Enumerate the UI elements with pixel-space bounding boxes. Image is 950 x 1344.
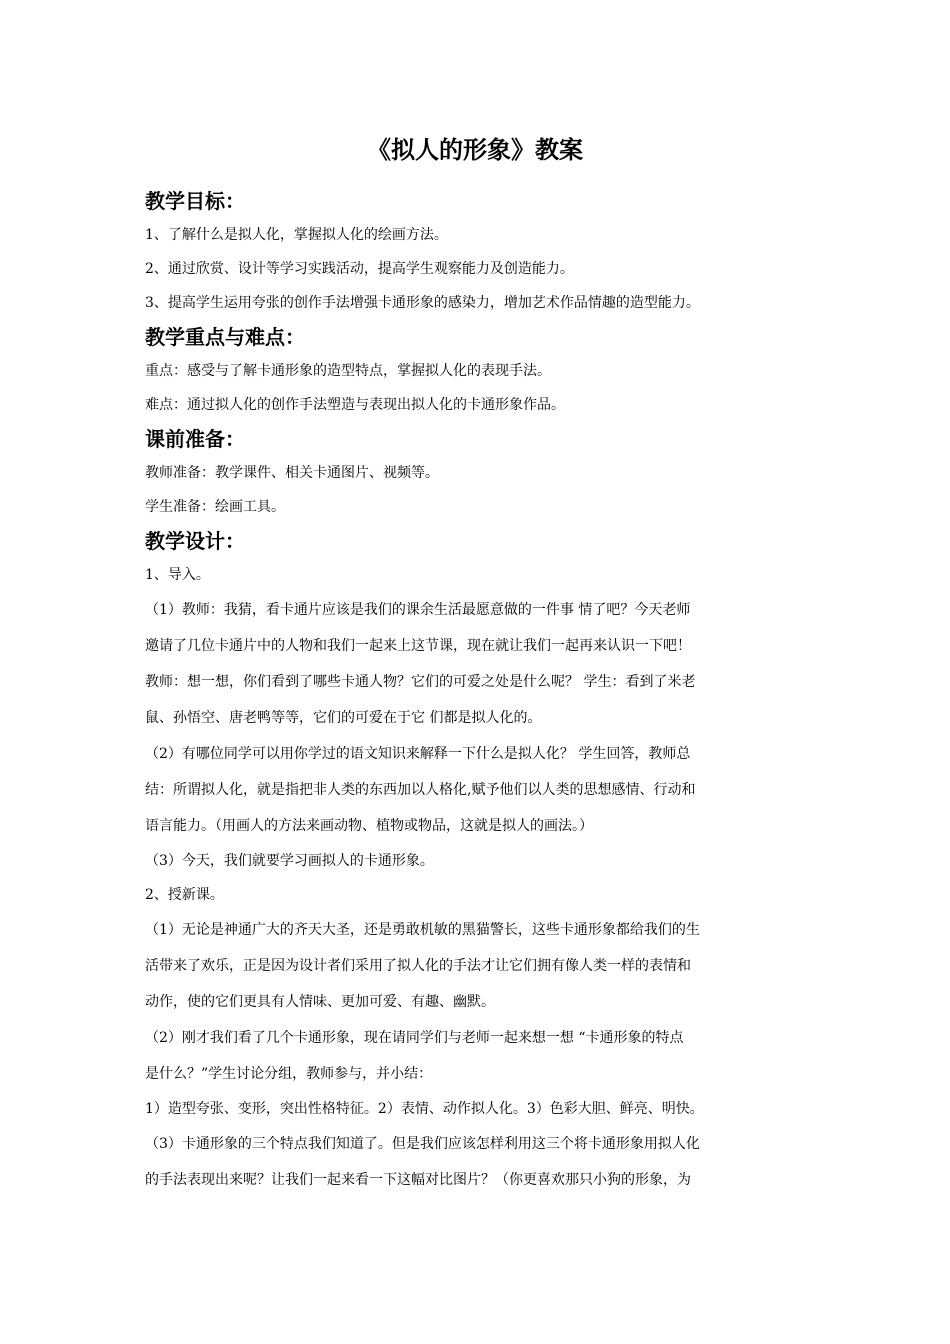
section-heading-objectives: 教学目标： [145,189,245,213]
design-line: （3）卡通形象的三个特点我们知道了。但是我们应该怎样利用这三个将卡通形象用拟人化 [145,1136,700,1152]
preparation-item: 学生准备：绘画工具。 [145,499,285,515]
page-title: 《拟人的形象》教案 [367,136,583,164]
key-point-item: 重点：感受与了解卡通形象的造型特点，掌握拟人化的表现手法。 [145,363,551,379]
design-line: （3）今天，我们就要学习画拟人的卡通形象。 [145,853,434,869]
design-line: 邀请了几位卡通片中的人物和我们一起来上这节课，现在就让我们一起再来认识一下吧！ [145,638,691,654]
design-line: （2）刚才我们看了几个卡通形象，现在请同学们与老师一起来想一想 “卡通形象的特点 [145,1030,684,1046]
document-body [145,184,815,1198]
design-line: 语言能力。（用画人的方法来画动物、植物或物品，这就是拟人的画法。） [145,818,593,834]
key-point-item: 难点：通过拟人化的创作手法塑造与表现出拟人化的卡通形象作品。 [145,397,565,413]
design-line: 的手法表现出来呢？让我们一起来看一下这幅对比图片？（你更喜欢那只小狗的形象，为 [145,1172,691,1188]
design-line: 教师：想一想，你们看到了哪些卡通人物？它们的可爱之处是什么呢？ 学生：看到了米老 [145,674,696,690]
design-line: 是什么？”学生讨论分组，教师参与，并小结： [145,1066,433,1082]
design-line: （2）有哪位同学可以用你学过的语文知识来解释一下什么是拟人化？ 学生回答，教师总 [145,746,691,762]
objective-item: 3、提高学生运用夸张的创作手法增强卡通形象的感染力，增加艺术作品情趣的造型能力。 [145,295,700,311]
design-line: 结：所谓拟人化，就是指把非人类的东西加以人格化,赋予他们以人类的思想感情、行动和 [145,782,696,798]
design-line: （1）教师：我猜，看卡通片应该是我们的课余生活最愿意做的一件事 情了吧？今天老师 [145,602,691,618]
design-line: 2、授新课。 [145,887,224,903]
preparation-item: 教师准备：教学课件、相关卡通图片、视频等。 [145,465,439,481]
design-line: 1）造型夸张、变形，突出性格特征。2）表情、动作拟人化。3）色彩大胆、鲜亮、明快。 [145,1101,704,1117]
design-line: （1）无论是神通广大的齐天大圣，还是勇敢机敏的黑猫警长，这些卡通形象都给我们的生 [145,922,700,938]
design-line: 活带来了欢乐，正是因为设计者们采用了拟人化的手法才让它们拥有像人类一样的表情和 [145,958,691,974]
design-line: 动作，使的它们更具有人情味、更加可爱、有趣、幽默。 [145,994,495,1010]
section-heading-key-points: 教学重点与难点： [145,325,305,349]
objective-item: 1、了解什么是拟人化，掌握拟人化的绘画方法。 [145,227,448,243]
objective-item: 2、通过欣赏、设计等学习实践活动，提高学生观察能力及创造能力。 [145,261,574,277]
design-line: 鼠、孙悟空、唐老鸭等等，它们的可爱在于它 们都是拟人化的。 [145,710,542,726]
section-heading-preparation: 课前准备： [145,427,245,451]
section-heading-design: 教学设计： [145,529,245,553]
design-line: 1、导入。 [145,567,210,583]
